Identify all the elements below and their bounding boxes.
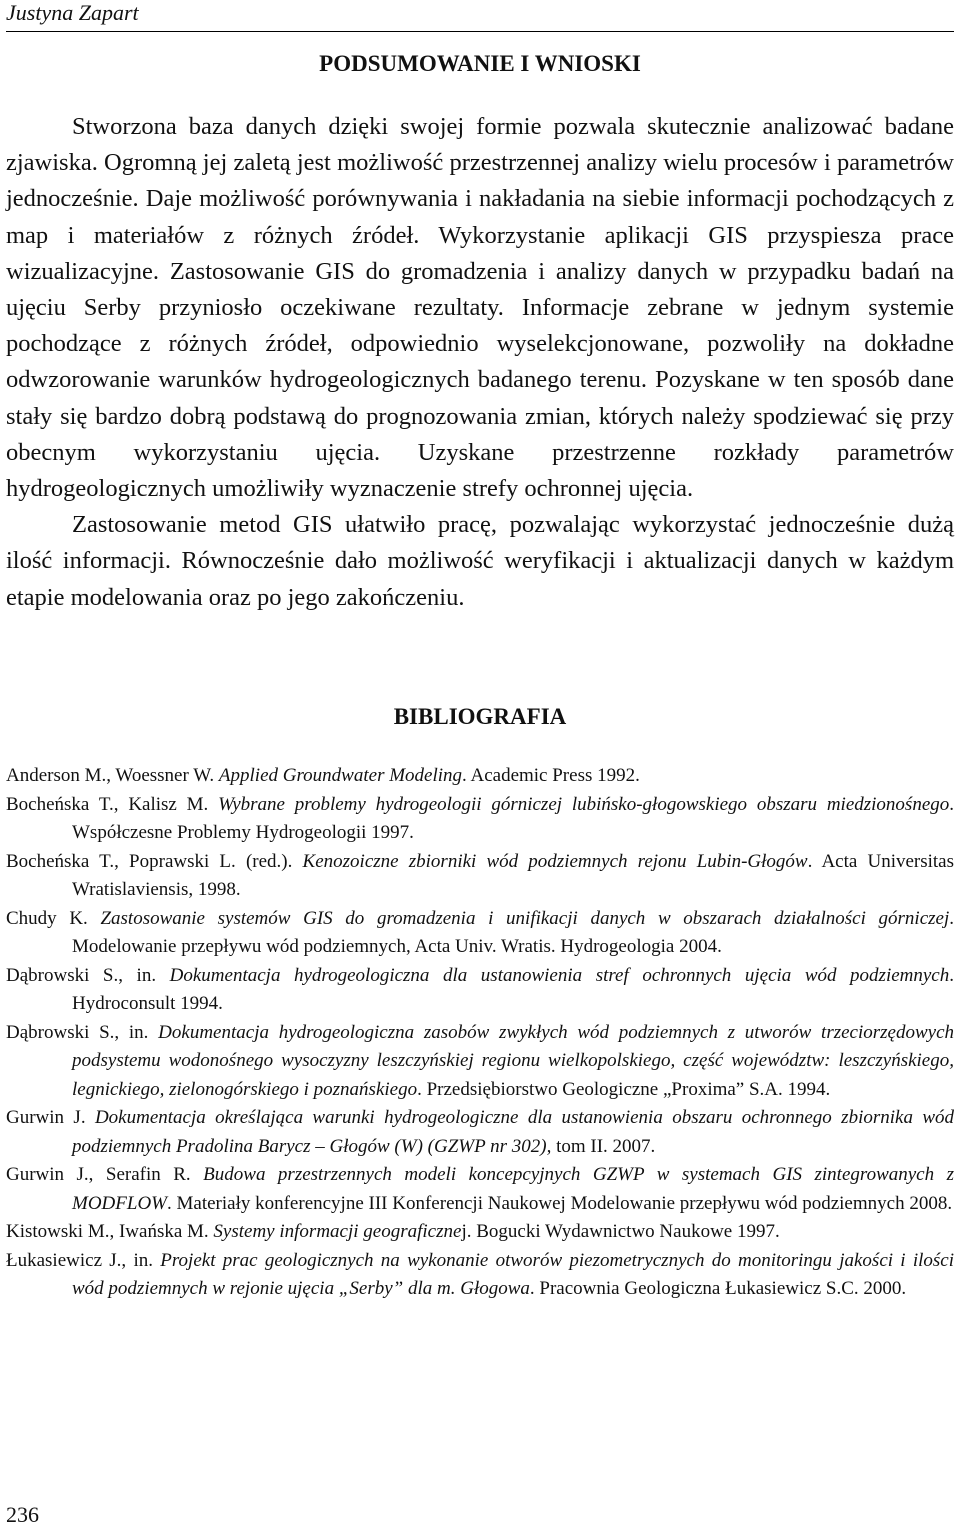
entry-authors: Dąbrowski S., in. (6, 964, 157, 986)
entry-source: . Academic Press 1992. (462, 765, 640, 786)
summary-paragraph: Stworzona baza danych dzięki swojej formie pozwala skutecznie analizować badane zjawiska. Ogromną jej zaletą jest możliwość przestrzennej analizy wielu procesów i parametrów jednocześnie. Daje możliwość porównywania i nakładania na siebie informacji pochodzących z map i materiałów z różnych źródeł. Wykorzystanie aplikacji GIS przyspiesza prace wizualizacyjne. Zastosowanie GIS do gromadzenia i analizy danych w przypadku badań na ujęciu Serby przyniosło oczekiwane rezultaty. Informacje zebrane w jednym systemie pochodzące z różnych źródeł, odpowiednio wyselekcjonowane, pozwoliły na dokładne odwzorowanie warunków hydrogeologicznych badanego terenu. Pozyskane w ten sposób dane stały się bardzo dobrą podstawą do prognozowania zmian, których należy spodziewać się przy obecnym wykorzystaniu ujęcia. Uzyskane przestrzenne rozkłady parametrów hydrogeologicznych umożliwiły wyznaczenie strefy ochronnej ujęcia. (6, 113, 954, 503)
bibliography-entry (6, 962, 954, 1019)
bibliography-entry (6, 1104, 954, 1161)
entry-title: Budowa przestrzennych modeli koncepcyjnych GZWP w systemach GIS zintegrowanych z MODFLOW (72, 1164, 954, 1214)
bibliography-heading: BIBLIOGRAFIA (393, 704, 567, 729)
entry-title: Dokumentacja hydrogeologiczna dla ustanowienia stref ochronnych ujęcia wód podziemnych (169, 964, 950, 986)
entry-authors: Kistowski M., Iwańska M. (6, 1221, 209, 1242)
summary-paragraph: Zastosowanie metod GIS ułatwiło pracę, pozwalając wykorzystać jednocześnie dużą ilość informacji. Równocześnie dało możliwość weryfikacji i aktualizacji danych w każdym etapie modelowania oraz po jego zakończeniu. (6, 511, 954, 611)
entry-source: j. Bogucki Wydawnictwo Naukowe 1997. (461, 1221, 780, 1242)
entry-title: Applied Groundwater Modeling (218, 765, 463, 786)
entry-authors: Gurwin J. (6, 1107, 86, 1128)
bibliography-entry (6, 1161, 954, 1218)
bibliography-entry (6, 905, 954, 962)
bibliography-entry (6, 762, 954, 791)
bibliography-list (6, 762, 954, 1304)
entry-title: Kenozoiczne zbiorniki wód podziemnych rejonu Lubin-Głogów (302, 850, 808, 872)
page-number: 236 (6, 1502, 39, 1527)
header-rule (6, 31, 954, 32)
entry-source: tom II. 2007. (551, 1135, 656, 1157)
entry-title: Systemy informacji geograficzne (213, 1221, 462, 1242)
entry-authors: Bocheńska T., Kalisz M. (6, 793, 209, 815)
bibliography-entry (6, 848, 954, 905)
entry-authors: Łukasiewicz J., in. (6, 1249, 153, 1271)
entry-authors: Chudy K. (6, 907, 88, 929)
bibliography-entry (6, 1218, 954, 1247)
entry-title: Dokumentacja określająca warunki hydrogeologiczne dla ustanowienia obszaru ochronnego zbiornika wód podziemnych Pradolina Barycz – Głogów (W) (GZWP nr 302), (72, 1107, 954, 1157)
bibliography-entry (6, 1019, 954, 1105)
entry-source: . Współczesne Problemy Hydrogeologii 1997. (72, 793, 955, 843)
entry-authors: Bocheńska T., Poprawski L. (red.). (6, 850, 293, 872)
entry-authors: Anderson M., Woessner W. (6, 765, 215, 786)
entry-source: . Pracownia Geologiczna Łukasiewicz S.C. 2000. (529, 1278, 907, 1299)
entry-authors: Dąbrowski S., in. (6, 1021, 149, 1043)
summary-body (6, 109, 954, 616)
entry-source: . Hydroconsult 1994. (72, 964, 954, 1014)
entry-title: Wybrane problemy hydrogeologii górniczej lubińsko-głogowskiego obszaru miedzionośnego (218, 793, 950, 815)
entry-source: . Acta Universitas Wratislaviensis, 1998. (72, 850, 955, 900)
entry-source: . Materiały konferencyjne III Konferencji Naukowej Modelowanie przepływu wód podziemnych 2008. (167, 1192, 953, 1214)
entry-title: Projekt prac geologicznych na wykonanie otworów piezometrycznych do monitoringu jakości i ilości wód podziemnych w rejonie ujęcia „Serby” dla m. Głogowa (72, 1249, 955, 1299)
entry-title: Zastosowanie systemów GIS do gromadzenia i unifikacji danych w obszarach działalności górniczej (100, 907, 950, 929)
entry-authors: Gurwin J., Serafin R. (6, 1164, 191, 1185)
entry-source: . Przedsiębiorstwo Geologiczne „Proxima” S.A. 1994. (417, 1078, 831, 1100)
running-head: Justyna Zapart (6, 0, 139, 25)
entry-title: Dokumentacja hydrogeologiczna zasobów zwykłych wód podziemnych z utworów trzeciorzędowych podsystemu wodonośnego wysoczyzny leszczyńskiej regionu wielkopolskiego, część województw: leszczyńskiego, legnickiego, zielonogórskiego i poznańskiego (72, 1021, 955, 1100)
bibliography-entry (6, 791, 954, 848)
bibliography-entry (6, 1247, 954, 1304)
entry-source: . Modelowanie przepływu wód podziemnych, Acta Univ. Wratis. Hydrogeologia 2004. (72, 907, 954, 957)
summary-heading: PODSUMOWANIE I WNIOSKI (319, 51, 641, 76)
